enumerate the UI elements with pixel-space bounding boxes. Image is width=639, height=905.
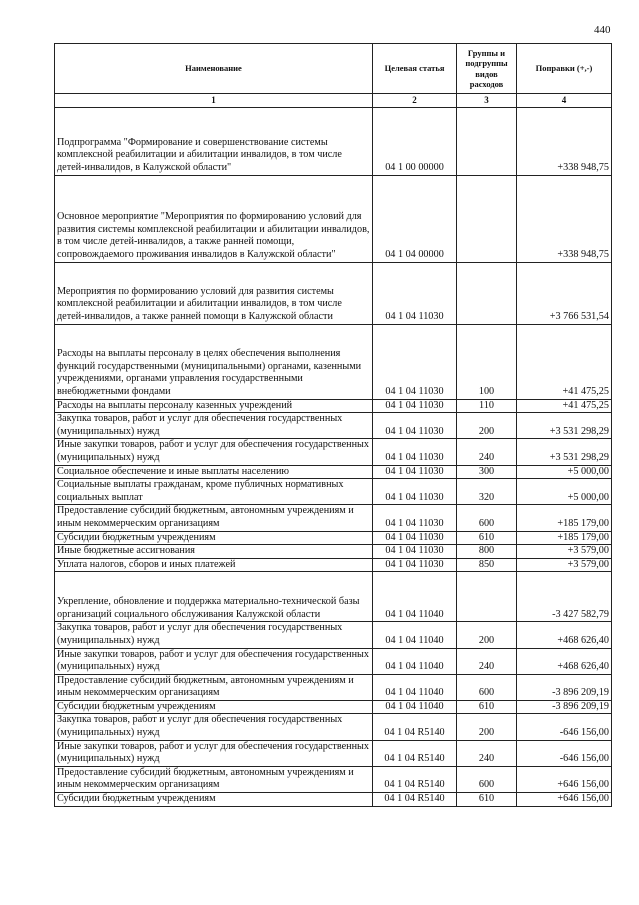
- row-target-code: 04 1 04 11030: [373, 531, 457, 545]
- table-row: [55, 399, 612, 413]
- row-amount: +3 579,00: [517, 545, 612, 559]
- row-name: Уплата налогов, сборов и иных платежей: [55, 558, 373, 572]
- row-group: [457, 107, 517, 175]
- row-group: 200: [457, 413, 517, 439]
- table-row: [55, 714, 612, 740]
- row-name: Закупка товаров, работ и услуг для обеспечения государственных (муниципальных) нужд: [55, 714, 373, 740]
- row-target-code: 04 1 04 11030: [373, 505, 457, 531]
- row-group: [457, 262, 517, 324]
- row-amount: +5 000,00: [517, 479, 612, 505]
- row-name: Иные бюджетные ассигнования: [55, 545, 373, 559]
- row-target-code: 04 1 04 11030: [373, 399, 457, 413]
- table-row: [55, 175, 612, 262]
- table-row: [55, 674, 612, 700]
- table-row: [55, 324, 612, 399]
- row-target-code: 04 1 04 11030: [373, 262, 457, 324]
- row-group: 100: [457, 324, 517, 399]
- row-amount: +41 475,25: [517, 324, 612, 399]
- row-target-code: 04 1 04 11030: [373, 439, 457, 465]
- row-group: 610: [457, 793, 517, 807]
- table-row: [55, 545, 612, 559]
- row-target-code: 04 1 04 11040: [373, 648, 457, 674]
- row-group: 240: [457, 740, 517, 766]
- row-group: 600: [457, 505, 517, 531]
- row-name: Расходы на выплаты персоналу казенных учреждений: [55, 399, 373, 413]
- column-number: 3: [457, 94, 517, 108]
- row-name: Социальные выплаты гражданам, кроме публичных нормативных социальных выплат: [55, 479, 373, 505]
- table-row: [55, 465, 612, 479]
- row-target-code: 04 1 04 11040: [373, 572, 457, 622]
- row-amount: +468 626,40: [517, 622, 612, 648]
- row-name: Закупка товаров, работ и услуг для обеспечения государственных (муниципальных) нужд: [55, 622, 373, 648]
- row-amount: +338 948,75: [517, 175, 612, 262]
- row-target-code: 04 1 04 11040: [373, 622, 457, 648]
- row-group: 240: [457, 648, 517, 674]
- row-amount: -3 896 209,19: [517, 674, 612, 700]
- row-target-code: 04 1 04 R5140: [373, 793, 457, 807]
- row-target-code: 04 1 04 11030: [373, 465, 457, 479]
- header-amendments: Поправки (+,-): [517, 44, 612, 94]
- row-group: 300: [457, 465, 517, 479]
- row-target-code: 04 1 04 11030: [373, 479, 457, 505]
- row-name: Предоставление субсидий бюджетным, автономным учреждениям и иным некоммерческим организациям: [55, 766, 373, 792]
- row-amount: +5 000,00: [517, 465, 612, 479]
- row-group: 320: [457, 479, 517, 505]
- row-amount: +468 626,40: [517, 648, 612, 674]
- row-target-code: 04 1 00 00000: [373, 107, 457, 175]
- row-amount: -3 427 582,79: [517, 572, 612, 622]
- row-target-code: 04 1 04 R5140: [373, 714, 457, 740]
- row-name: Иные закупки товаров, работ и услуг для обеспечения государственных (муниципальных) нужд: [55, 740, 373, 766]
- table-row: [55, 479, 612, 505]
- column-number: 2: [373, 94, 457, 108]
- table-header-row: [55, 44, 612, 94]
- row-amount: +3 531 298,29: [517, 439, 612, 465]
- row-group: 850: [457, 558, 517, 572]
- header-target: Целевая статья: [373, 44, 457, 94]
- row-target-code: 04 1 04 11040: [373, 674, 457, 700]
- row-target-code: 04 1 04 11030: [373, 324, 457, 399]
- row-target-code: 04 1 04 11030: [373, 558, 457, 572]
- row-name: Иные закупки товаров, работ и услуг для обеспечения государственных (муниципальных) нужд: [55, 439, 373, 465]
- row-name: Предоставление субсидий бюджетным, автономным учреждениям и иным некоммерческим организациям: [55, 505, 373, 531]
- row-amount: +3 766 531,54: [517, 262, 612, 324]
- row-target-code: 04 1 04 11030: [373, 413, 457, 439]
- column-number: 1: [55, 94, 373, 108]
- table-row: [55, 531, 612, 545]
- row-name: Мероприятия по формированию условий для развития системы комплексной реабилитации и абилитации инвалидов, в том числе детей-инвалидов, а также ранней помощи в Калужской области: [55, 262, 373, 324]
- row-amount: +185 179,00: [517, 505, 612, 531]
- row-amount: +41 475,25: [517, 399, 612, 413]
- row-name: Иные закупки товаров, работ и услуг для обеспечения государственных (муниципальных) нужд: [55, 648, 373, 674]
- row-target-code: 04 1 04 00000: [373, 175, 457, 262]
- row-amount: +646 156,00: [517, 766, 612, 792]
- table-row: [55, 700, 612, 714]
- table-row: [55, 766, 612, 792]
- row-target-code: 04 1 04 11040: [373, 700, 457, 714]
- row-group: [457, 175, 517, 262]
- table-row: [55, 572, 612, 622]
- row-target-code: 04 1 04 R5140: [373, 740, 457, 766]
- row-amount: -3 896 209,19: [517, 700, 612, 714]
- row-group: 610: [457, 531, 517, 545]
- row-amount: -646 156,00: [517, 740, 612, 766]
- row-name: Социальное обеспечение и иные выплаты населению: [55, 465, 373, 479]
- row-group: [457, 572, 517, 622]
- table-row: [55, 558, 612, 572]
- row-name: Расходы на выплаты персоналу в целях обеспечения выполнения функций государственными (муниципальными) органами, казенными учреждениями, органами управления государственными внебюджетными фондами: [55, 324, 373, 399]
- row-name: Основное мероприятие "Мероприятия по формированию условий для развития системы комплексной реабилитации и абилитации инвалидов, в том числе детей-инвалидов, а также ранней помощи, сопровождаемого проживания инвалидов в Калужской области": [55, 175, 373, 262]
- row-group: 800: [457, 545, 517, 559]
- table-row: [55, 413, 612, 439]
- column-number-row: [55, 94, 612, 108]
- row-name: Укрепление, обновление и поддержка материально-технической базы организаций социального обслуживания Калужской области: [55, 572, 373, 622]
- row-amount: +646 156,00: [517, 793, 612, 807]
- table-row: [55, 793, 612, 807]
- table-row: [55, 740, 612, 766]
- header-groups: Группы и подгруппы видов расходов: [457, 44, 517, 94]
- row-amount: -646 156,00: [517, 714, 612, 740]
- header-name: Наименование: [55, 44, 373, 94]
- row-group: 600: [457, 766, 517, 792]
- row-name: Закупка товаров, работ и услуг для обеспечения государственных (муниципальных) нужд: [55, 413, 373, 439]
- row-name: Субсидии бюджетным учреждениям: [55, 793, 373, 807]
- row-group: 600: [457, 674, 517, 700]
- table-row: [55, 622, 612, 648]
- column-number: 4: [517, 94, 612, 108]
- row-name: Субсидии бюджетным учреждениям: [55, 700, 373, 714]
- page-number: 440: [594, 24, 611, 36]
- table-row: [55, 439, 612, 465]
- row-name: Субсидии бюджетным учреждениям: [55, 531, 373, 545]
- row-amount: +3 579,00: [517, 558, 612, 572]
- row-name: Предоставление субсидий бюджетным, автономным учреждениям и иным некоммерческим организациям: [55, 674, 373, 700]
- row-group: 200: [457, 714, 517, 740]
- table-row: [55, 505, 612, 531]
- table-row: [55, 262, 612, 324]
- row-name: Подпрограмма "Формирование и совершенствование системы комплексной реабилитации и абилитации инвалидов, в том числе детей-инвалидов, в Калужской области": [55, 107, 373, 175]
- row-amount: +338 948,75: [517, 107, 612, 175]
- row-group: 200: [457, 622, 517, 648]
- budget-table: [54, 43, 612, 807]
- row-amount: +185 179,00: [517, 531, 612, 545]
- row-group: 240: [457, 439, 517, 465]
- table-row: [55, 107, 612, 175]
- row-target-code: 04 1 04 R5140: [373, 766, 457, 792]
- row-group: 610: [457, 700, 517, 714]
- row-amount: +3 531 298,29: [517, 413, 612, 439]
- row-group: 110: [457, 399, 517, 413]
- table-row: [55, 648, 612, 674]
- row-target-code: 04 1 04 11030: [373, 545, 457, 559]
